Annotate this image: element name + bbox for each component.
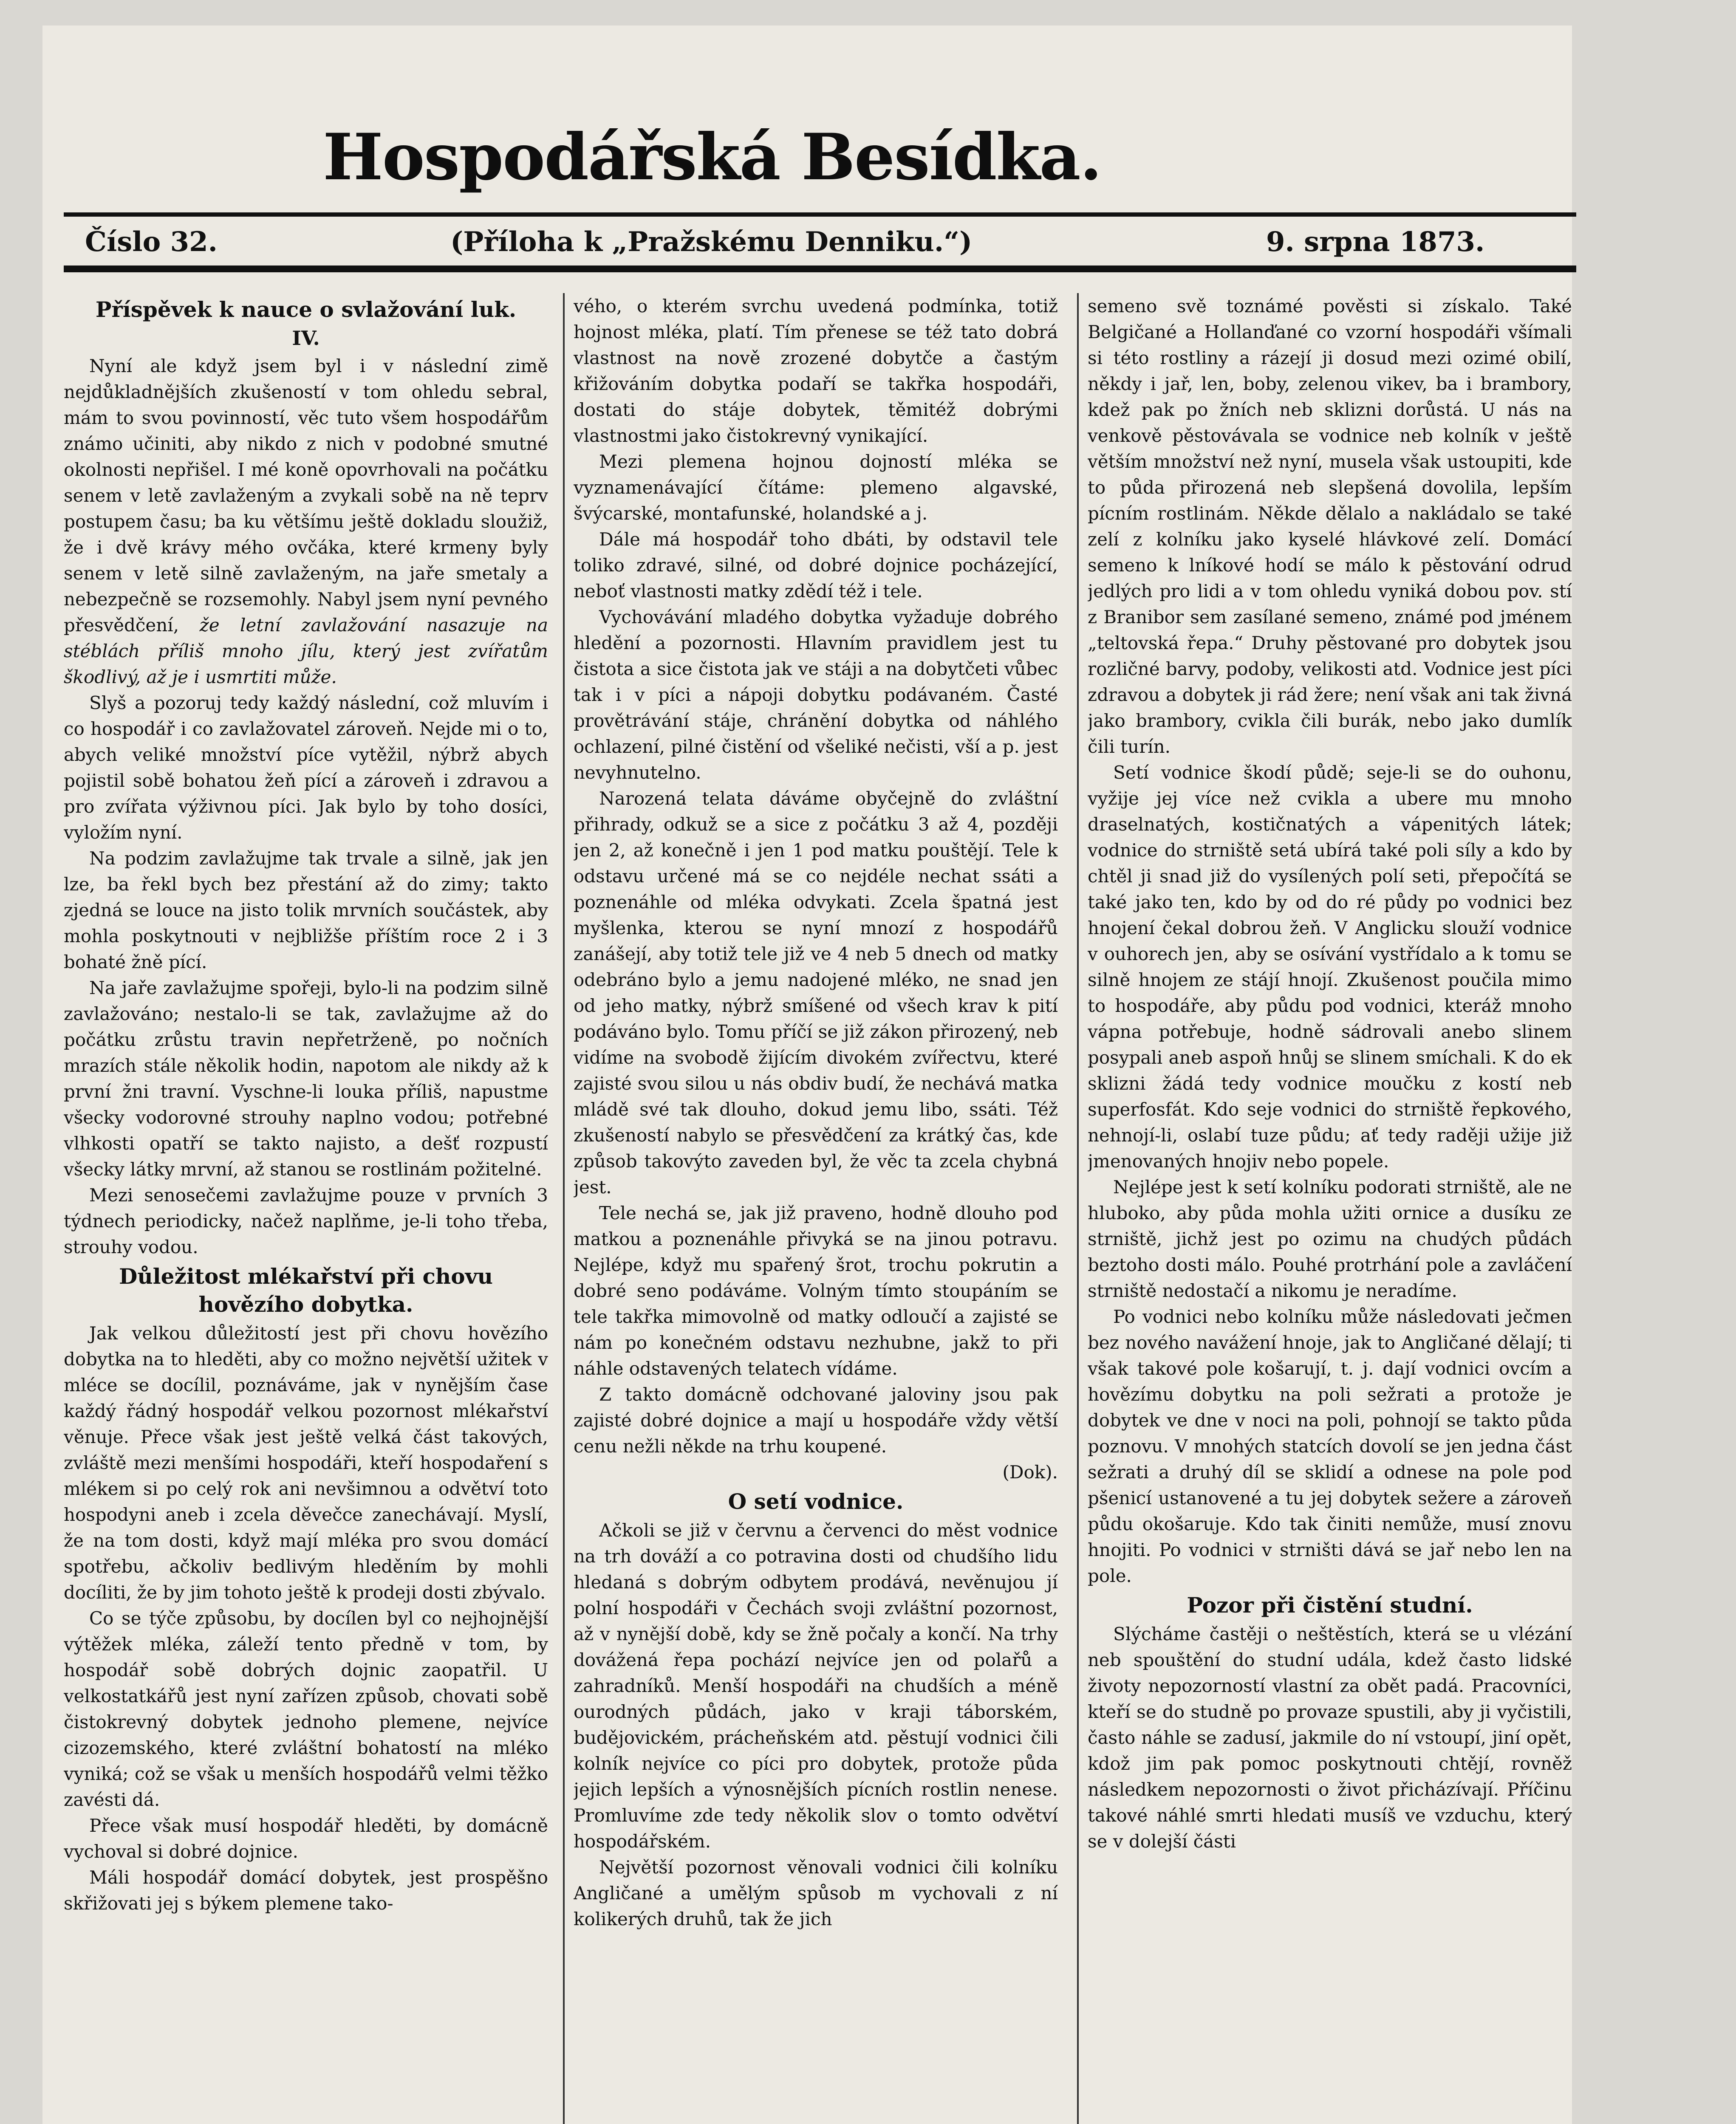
column-2 [574,293,1058,2124]
column-3 [1088,293,1572,2124]
article-title-wells: Pozor při čistění studní. [1187,1593,1473,1618]
supplement-note: (Příloha k „Pražskému Denniku.“) [450,226,973,258]
paragraph: Slyš a pozoruj tedy každý následní, což mluvím i co hospodář i co zavlažovatel zároveň. Nejde mi o to, abych veliké množství píce vytěžil, nýbrž abych pojistil sobě bohatou žeň pící a zároveň i zdravou a pro zvířata výživnou píci. Jak bylo by toho dosíci, vyložím nyní. [64,692,548,843]
paragraph: Máli hospodář domácí dobytek, jest prospěšno skřižovati jej s býkem plemene tako- [64,1867,548,1914]
paragraph: Nejlépe jest k setí kolníku podorati strniště, ale ne hluboko, aby půda mohla užiti ornice a dusíku ze strniště, jichž jest po ozimu na chudých půdách beztoho dosti málo. Pouhé protrhání pole a zavláčení strniště nedostačí a nikomu je neradíme. [1088,1177,1572,1301]
paragraph: Na podzim zavlažujme tak trvale a silně, jak jen lze, ba řekl bych bez přestání až do zimy; takto zjedná se louce na jisto tolik mrvních součástek, aby mohla poskytnouti v nejbližše příštím roce 2 i 3 bohaté žně pící. [64,848,548,972]
paragraph: Ačkoli se již v červnu a červenci do měst vodnice na trh dováží a co potravina dosti od chudšího lidu hledaná s dobrým odbytem prodává, nevěnujou jí polní hospodáři v Čechách svoji zvláštní pozornost, až v nynější době, kdy se žně počaly a končí. Na trhy dovážená řepa pochází nejvíce jen od polařů a zahradníků. Menší hospodáři na chudších a méně ourodných půdách, jako v kraji táborském, budějovickém, prácheňském atd. pěstují vodnici čili kolník nejvíce co píci pro dobytek, protože půda jejich lepších a výnosnějších pícních rostlin nenese. Promluvíme zde tedy několik slov o tomto odvětví hospodářském. [574,1520,1058,1852]
article-signature: (Dok). [1002,1462,1058,1483]
article-title-turnip: O setí vodnice. [728,1489,904,1514]
article-section-number: IV. [292,327,320,350]
issue-number: Číslo 32. [85,226,218,258]
article-title-irrigation: Příspěvek k nauce o svlažování luk. [95,297,517,322]
paragraph-italic-text: že letní zavlažování nasazuje na stéblách příliš mnoho jílu, který jest zvířatům škodlivý, až je i usmrtiti může. [64,615,548,687]
paragraph: Na jaře zavlažujme spořeji, bylo-li na podzim silně zavlažováno; nestalo-li se tak, zavlažujme až do počátku zrůstu travin nepřetrženě, po nočních mrazích stále několik hodin, napotom ale nikdy až k první žni travní. Vyschne-li louka příliš, napustme všecky vodorovné strouhy naplno vodou; potřebné vlhkosti opatří se takto najisto, a dešť rozpustí všecky látky mrvní, až stanou se rostlinám požitelné. [64,977,548,1180]
masthead-title: Hospodářská Besídka. [323,120,1101,195]
paragraph: Jak velkou důležitostí jest při chovu hovězího dobytka na to hleděti, aby co možno největší užitek v mléce se docílil, poznáváme, jak v nynějším čase každý řádný hospodář velkou pozornost mlékařství věnuje. Přece však jest ještě velká část takových, zvláště mezi menšími hospodáři, kteří hospodaření s mlékem si po celý rok ani nevšimnou a odvětví toto hospodyni aneb i zcela děvečce zanechávají. Myslí, že na tom dosti, když mají mléka pro svou domácí spotřebu, ačkoliv bedlivým hleděním by mohli docíliti, že by jim tohoto ještě k prodeji dosti zbývalo. [64,1323,548,1603]
paragraph: vého, o kterém svrchu uvedená podmínka, totiž hojnost mléka, platí. Tím přenese se též tato dobrá vlastnost na nově zrozené dobytče a častým křižováním dobytka podaří se takřka hospodáři, dostati do stáje dobytek, těmitéž dobrými vlastnostmi jako čistokrevný vynikající. [574,296,1058,446]
paragraph: Přece však musí hospodář hleděti, by domácně vychoval si dobré dojnice. [64,1815,548,1862]
paragraph: Co se týče způsobu, by docílen byl co nejhojnější výtěžek mléka, záleží tento předně v tom, by hospodář sobě dobrých dojnic zaopatřil. U velkostatkářů jest nyní zařízen způsob, chovati sobě čistokrevný dobytek jednoho plemene, nejvíce cizozemského, které zvláštní bohatostí na mléko vyniká; což se však u menších hospodářů velmi těžko zavésti dá. [64,1608,548,1810]
column-divider-1 [563,293,565,2124]
paragraph: Mezi plemena hojnou dojností mléka se vyznamenávající čítáme: plemeno algavské, švýcarské, montafunské, holandské a j. [574,451,1058,524]
article-title-dairy: Důležitost mlékařství při chovu hovězího dobytka. [119,1264,493,1317]
column-divider-2 [1077,293,1079,2124]
paragraph: Slýcháme častěji o neštěstích, která se u vlézání neb spouštění do studní udála, kdež často lidské životy nepozorností vlastní za obět padá. Pracovníci, kteří se do studně po provaze spustili, aby ji vyčistili, často náhle se zadusí, jakmile do ní vstoupí, jiní opět, kdož jim pak pomoc poskytnouti chtějí, rovněž následkem nepozornosti o život přicházívají. Příčinu takové náhlé smrti hledati musíš ve vzduchu, který se v dolejší části [1088,1624,1572,1852]
paragraph: Vychovávání mladého dobytka vyžaduje dobrého hledění a pozornosti. Hlavním pravidlem jest tu čistota a sice čistota jak ve stáji a na dobytčeti vůbec tak i v píci a nápoji dobytku podávaném. Časté provětrávání stáje, chránění dobytka od náhlého ochlazení, pilné čistění od všeliké nečisti, vší a p. jest nevyhnutelno. [574,607,1058,783]
paragraph: Setí vodnice škodí půdě; seje-li se do ouhonu, vyžije jej více než cvikla a ubere mu mnoho draselnatých, kostičnatých a vápenitých látek; vodnice do strniště setá ubírá také poli síly a kdo by chtěl ji snad již do vysílených polí seti, přepočítá se také jako ten, kdo by od do ré půdy po vodnici bez hnojení čekal dobrou žeň. V Anglicku slouží vodnice v ouhorech jen, aby se osívání vystřídalo a k tomu se silně hnojem ze stájí hnojí. Zkušenost poučila mimo to hospodáře, aby půdu pod vodnici, kteráž mnoho vápna potřebuje, hodně sádrovali anebo slinem posypali aneb aspoň hnůj se slinem smíchali. K do ek sklizni žádá tedy vodnice moučku z kostí neb superfosfát. Kdo seje vodnici do strniště řepkového, nehnojí-li, oslabí tuze půdu; ať tedy raději užije již jmenovaných hnojiv nebo popele. [1088,762,1572,1172]
paragraph: Dále má hospodář toho dbáti, by odstavil tele toliko zdravé, silné, od dobré dojnice pocházející, neboť vlastnosti matky zdědí též i tele. [574,529,1058,602]
header-rule-bottom [64,266,1576,272]
column-1 [64,293,548,2124]
paragraph: Narozená telata dáváme obyčejně do zvláštní přihrady, odkuž se a sice z počátku 3 až 4, později jen 2, až konečně i jen 1 pod matku pouštějí. Tele k odstavu určené má se co nejdéle nechat ssáti a poznenáhle od mléka odvykati. Zcela špatná jest myšlenka, kterou se nyní mnozí z hospodářů zanášejí, aby totiž tele již ve 4 neb 5 dnech od matky odebráno bylo a jemu nadojené mléko, ne snad jen od jeho matky, nýbrž smíšené od všech krav k pití podáváno bylo. Tomu příčí se již zákon přirozený, neb vidíme na svobodě žijícím divokém zvířectvu, které zajisté svou silou u nás obdiv budí, že nechává matka mládě své tak dlouho, dokud jemu libo, ssáti. Též zkušeností nabylo se přesvědčení za krátký čas, kde způsob takovýto zaveden byl, že věc ta zcela chybná jest. [574,788,1058,1198]
paragraph-text: Nyní ale když jsem byl i v následní zimě nejdůkladnějších zkušeností v tom ohledu sebral, mám to svou povinností, věc tuto všem hospodářům známo učiniti, aby nikdo z nich v podobné smutné okolnosti nepřišel. I mé koně opovrhovali na počátku senem v letě zavlaženým a zvykali sobě na ně teprv postupem času; ba ku většímu ještě dokladu sloužiž, že i dvě krávy mého ovčáka, které krmeny byly senem v letě silně zavlaženým, na jaře smetaly a nebezpečně se rozsemohly. Nabyl jsem nyní pevného přesvědčení, [64,356,548,636]
paragraph: Mezi senosečemi zavlažujme pouze v prvních 3 týdnech periodicky, načež naplňme, je-li toho třeba, strouhy vodou. [64,1185,548,1257]
header-rule-top [64,212,1576,217]
paragraph: Tele nechá se, jak již praveno, hodně dlouho pod matkou a poznenáhle přivyká se na jinou potravu. Nejlépe, když mu spařený šrot, trochu pokrutin a dobré seno podáváme. Volným tímto stoupáním se tele takřka mimovolně od matky odloučí a zajisté se nám po konečném odstavu nezhubne, jakž to při náhle odstavených telatech vídáme. [574,1203,1058,1379]
issue-date: 9. srpna 1873. [1266,226,1485,258]
paragraph [64,353,548,690]
paragraph: Z takto domácně odchované jaloviny jsou pak zajisté dobré dojnice a mají u hospodáře vždy větší cenu nežli někde na trhu koupené. [574,1384,1058,1457]
paragraph: semeno svě toznámé pověsti si získalo. Také Belgičané a Hollanďané co vzorní hospodáři všímali si této rostliny a rázejí ji dosud mezi ozimé obilí, někdy i jař, len, boby, zelenou vikev, ba i brambory, kdež pak po žních neb sklizni dorůstá. U nás na venkově pěstovávala se vodnice neb kolník v ještě větším množství než nyní, musela však ustoupiti, kde to půda přirozená neb slepšená dovolila, lepším pícním rostlinám. Někde dělalo a nakládalo se také zelí z kolníku jako kyselé hlávkové zelí. Domácí semeno k lníkové hodí se málo k pěstování odrud jedlých pro lidi a v tom ohledu vyniká dobou pov. stí z Branibor sem zasílané semeno, známé pod jménem „teltovská řepa.“ Druhy pěstované pro dobytek jsou rozličné barvy, podoby, velikosti atd. Vodnice jest píci zdravou a dobytek ji rád žere; není však ani tak živná jako brambory, cvikla čili burák, nebo jako dumlík čili turín. [1088,296,1572,757]
paragraph: Po vodnici nebo kolníku může následovati ječmen bez nového navážení hnoje, jak to Angličané dělají; ti však takové pole košarují, t. j. dají vodnici ovcím a hovězímu dobytku na poli sežrati a protože je dobytek ve dne v noci na poli, pohnojí se takto půda poznovu. V mnohých statcích dovolí se jen jedna část sežrati a druhý díl se sklidí a odnese na pole pod pšenicí ustanovené a tu jej dobytek sežere a zároveň půdu okošaruje. Kdo tak činiti nemůže, musí znovu hnojiti. Po vodnici v strništi dává se jař nebo len na pole. [1088,1306,1572,1586]
paragraph: Největší pozornost věnovali vodnici čili kolníku Angličané a umělým spůsob m vychovali z ní kolikerých druhů, tak že jich [574,1857,1058,1929]
